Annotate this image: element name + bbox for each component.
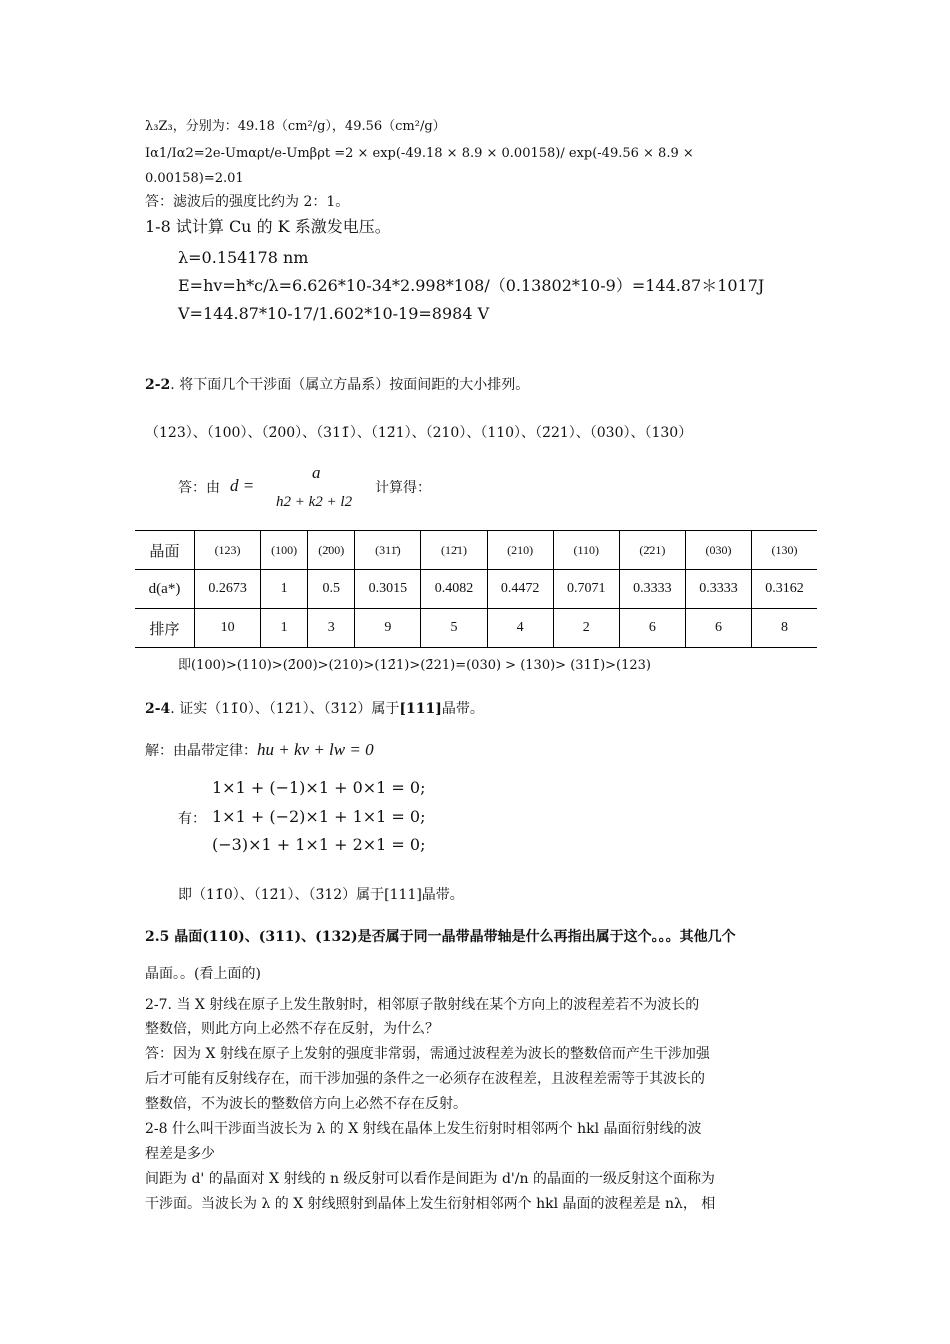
table-cell: (123) [195,531,261,570]
text-line: 间距为 d' 的晶面对 X 射线的 n 级反射可以看作是间距为 d'/n 的晶面的一级反射这个面称为 [145,1171,715,1187]
text-line: V=144.87*10-17/1.602*10-19=8984 V [178,304,490,323]
table-cell: (100) [261,531,308,570]
text-line: E=hv=h*c/λ=6.626*10-34*2.998*108/（0.13802*10-9）=144.87＊1017J [178,276,765,295]
table-row [135,570,817,609]
text-line: 答：滤波后的强度比约为 2：1。 [145,194,350,210]
table-cell: 0.3333 [619,570,685,609]
table-row [135,531,817,570]
order-line: 即(100)>(110)>(2̄00)>(210)>(12̄1)>(2̄21)=(030) > (130)> (311̄)>(123) [178,658,651,673]
question-text: . 证实（11̄0）、（12̄1）、（3̄12）属于 [170,701,400,717]
section-heading: 1-8 试计算 Cu 的 K 系激发电压。 [145,217,391,236]
row-label: 晶面 [135,531,195,570]
table-cell: 6 [685,609,751,648]
table-cell: 1 [261,570,308,609]
question-2-5-title-cont: 晶面。。(看上面的) [145,966,261,982]
answer-prefix: 答：由 [178,480,220,496]
table-cell: 0.2673 [195,570,261,609]
table-cell: 2 [553,609,619,648]
table-cell: 0.3162 [752,570,817,609]
row-label: d(a*) [135,570,195,609]
law-prefix: 解：由晶带定律： [145,743,257,759]
question-text-end: 晶带。 [441,701,484,717]
text-line: 答：因为 X 射线在原子上发射的强度非常弱，需通过波程差为波长的整数倍而产生干涉加强 [145,1046,710,1062]
table-cell: (2̄00) [308,531,355,570]
table-cell: 4 [487,609,553,648]
question-2-5-title: 2.5 晶面(110)、(311)、(132)是否属于同一晶带晶带轴是什么再指出属于这个。。。其他几个 [145,929,736,945]
table-cell: 0.3015 [355,570,421,609]
question-text: . 将下面几个干涉面（属立方晶系）按面间距的大小排列。 [170,377,530,393]
question-number: 2-2 [145,377,171,393]
conclusion: 即（11̄0）、（12̄1）、（3̄12）属于[111]晶带。 [178,887,464,903]
table-cell: (030) [685,531,751,570]
zone-law-line [145,741,374,760]
table-row [135,609,817,648]
table-cell: 0.4472 [487,570,553,609]
table-cell: (12̄1) [421,531,487,570]
text-line: 整数倍，不为波长的整数倍方向上必然不存在反射。 [145,1096,467,1112]
question-number: 2-4 [145,701,171,717]
text-line: 整数倍，则此方向上必然不存在反射，为什么？ [145,1021,439,1037]
question-2-4-title [145,700,484,718]
text-line: Iα1/Iα2=2e-Umαρt/e-Umβρt =2 × exp(-49.18 × 8.9 × 0.00158)/ exp(-49.56 × 8.9 × [145,146,694,161]
zone-axis: [111] [399,701,442,717]
table-cell: (210) [487,531,553,570]
table-cell: 1 [261,609,308,648]
text-line: 2-7. 当 X 射线在原子上发生散射时，相邻原子散射线在某个方向上的波程差若不为波长的 [145,997,700,1013]
formula-lhs: d = [230,476,255,495]
table-cell: 0.5 [308,570,355,609]
have-label: 有： [178,811,206,827]
table-cell: (110) [553,531,619,570]
answer-suffix: 计算得： [375,480,431,496]
text-line: 后才可能有反射线存在，而干涉加强的条件之一必须存在波程差，且波程差需等于其波长的 [145,1071,705,1087]
equation: (−3)×1 + 1×1 + 2×1 = 0; [212,835,426,854]
table-cell: 0.7071 [553,570,619,609]
table-cell: 0.3333 [685,570,751,609]
text-line: 程差是多少 [145,1146,215,1162]
table-cell: 5 [421,609,487,648]
formula-numerator: a [312,463,321,482]
question-2-2-title [145,376,529,394]
text-line: λ=0.154178 nm [178,248,309,267]
table-cell: 3 [308,609,355,648]
formula-denominator: h2 + k2 + l2 [276,494,353,510]
spacing-table [135,530,817,648]
text-line: λ₃Z₃，分别为：49.18（cm²/g），49.56（cm²/g） [145,119,446,134]
planes-list: （123）、（100）、（2̄00）、（311̄）、（12̄1）、（210）、（110）、（2̄21）、（030）、（130） [145,425,693,441]
text-line: 干涉面。当波长为 λ 的 X 射线照射到晶体上发生衍射相邻两个 hkl 晶面的波程差是 nλ， 相 [145,1196,716,1212]
table-cell: (130) [752,531,817,570]
equation: 1×1 + (−1)×1 + 0×1 = 0; [212,778,426,797]
text-line: 2-8 什么叫干涉面当波长为 λ 的 X 射线在晶体上发生衍射时相邻两个 hkl 晶面衍射线的波 [145,1121,702,1137]
table-cell: 10 [195,609,261,648]
table-cell: 0.4082 [421,570,487,609]
table-cell: (2̄21) [619,531,685,570]
table-cell: 8 [752,609,817,648]
text-line: 0.00158)=2.01 [145,171,244,186]
equation: 1×1 + (−2)×1 + 1×1 = 0; [212,807,426,826]
zone-law-equation: hu + kv + lw = 0 [257,740,374,759]
row-label: 排序 [135,609,195,648]
table-cell: 9 [355,609,421,648]
table-cell: (311̄) [355,531,421,570]
table-cell: 6 [619,609,685,648]
